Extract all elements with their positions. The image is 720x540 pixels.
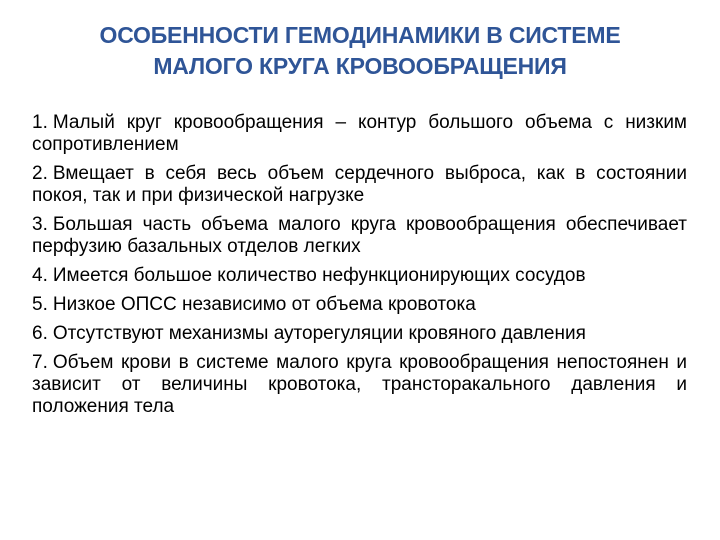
list-item-7 (32, 352, 687, 418)
list-item-number: 1. (32, 112, 48, 133)
slide-title-line-2: МАЛОГО КРУГА КРОВООБРАЩЕНИЯ (153, 53, 567, 79)
list-item-text: Имеется большое количество нефункционирующих сосудов (52, 265, 586, 286)
list-item-number: 4. (32, 265, 48, 286)
list-item-2 (32, 163, 687, 207)
list-item-number: 3. (32, 214, 48, 235)
list-item-number: 6. (32, 323, 48, 344)
list-item-text: Малый круг кровообращения – контур большого объема с низким сопротивлением (32, 112, 687, 155)
list-item-4 (32, 265, 687, 287)
list-item-text: Низкое ОПСС независимо от объема кровотока (52, 294, 476, 315)
list-item-3 (32, 214, 687, 258)
features-list (32, 112, 687, 425)
list-item-1 (32, 112, 687, 156)
list-item-text: Объем крови в системе малого круга кровообращения непостоянен и зависит от величины кровотока, трансторакального давления и положения тела (32, 352, 687, 417)
slide-title (20, 20, 700, 82)
list-item-5 (32, 294, 687, 316)
slide-title-line-1: ОСОБЕННОСТИ ГЕМОДИНАМИКИ В СИСТЕМЕ (99, 22, 621, 48)
list-item-text: Вмещает в себя весь объем сердечного выброса, как в состоянии покоя, так и при физической нагрузке (32, 163, 687, 206)
list-item-6 (32, 323, 687, 345)
list-item-text: Большая часть объема малого круга кровообращения обеспечивает перфузию базальных отделов легких (32, 214, 687, 257)
list-item-number: 7. (32, 352, 48, 373)
list-item-number: 5. (32, 294, 48, 315)
list-item-number: 2. (32, 163, 48, 184)
list-item-text: Отсутствуют механизмы ауторегуляции кровяного давления (52, 323, 586, 344)
